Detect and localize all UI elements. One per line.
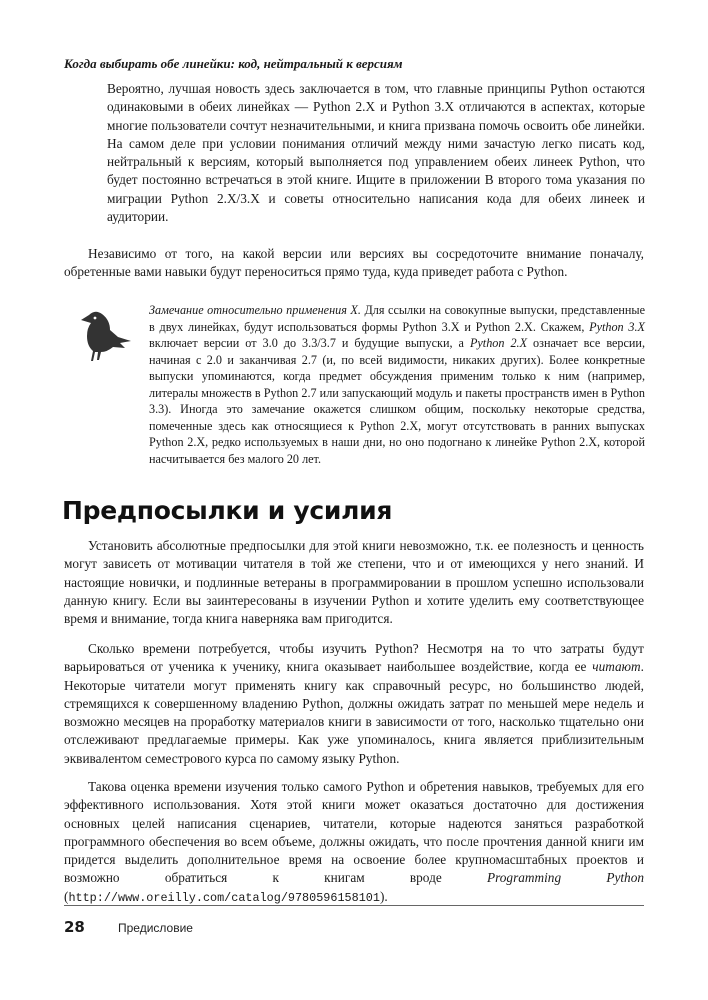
paragraph-after: Независимо от того, на какой версии или версиях вы сосредоточите внимание поначалу, обретенные вами навыки будут переноситься прямо туда, куда приведет работа с Python. <box>64 246 644 280</box>
note-text <box>149 302 645 467</box>
catalog-url: http://www.oreilly.com/catalog/9780596158101 <box>68 890 380 905</box>
indented-paragraph: Вероятно, лучшая новость здесь заключается в том, что главные принципы Python остаются одинаковыми в обеих линейках — Python 2.X и Python 3.X отличаются в аспектах, которые многие пользователи сочтут незначительными, и книга призвана помочь освоить обе линейки. На самом деле при условии понимания отличий между ними зачастую легко писать код, нейтральный к версиям, который выполняется под управлением обеих линеек Python, что будет постоянно встречаться в этой книге. Ищите в приложении В второго тома указания по миграции Python 2.X/3.X и советы относительно написания кода для обеих линеек и аудитории. <box>107 81 645 225</box>
body-paragraph-2 <box>64 640 644 768</box>
crow-icon <box>73 306 133 364</box>
note-lead: Замечание относительно применения X. <box>149 303 361 317</box>
footer-rule <box>64 905 644 906</box>
body-paragraph-3 <box>64 778 644 907</box>
book-title: Programming Python <box>486 870 645 886</box>
page-number: 28 <box>64 918 85 936</box>
emphasis-text: читают <box>592 659 641 675</box>
body-text-part: Такова оценка времени изучения только самого Python и обретения навыков, требуемых для его эффективного использования. Хотя этой книги может оказаться достаточно для достижения основных целей написания сценариев, читатели, которые надеются заняться разработкой программного обеспечения во всем объеме, должны ожидать, что после прочтения данной книги им придется выделить дополнительное время на освоение более крупномасштабных проектов и возможно обратиться к книгам вроде <box>64 779 644 886</box>
chapter-title: Предпосылки и усилия <box>62 496 393 525</box>
footer-label: Предисловие <box>118 921 193 935</box>
note-em: Python 3.X <box>589 319 645 334</box>
note-text-part: Для ссылки на совокупные выпуски, представленные в двух линейках, будут использоваться формы Python 3.X и Python 2.X. Скажем, <box>149 303 646 334</box>
note-em: Python 2.X <box>469 336 528 350</box>
body-text-part: ( <box>64 888 69 904</box>
note-text-part: означает все версии, начиная с 2.0 и заканчивая 2.7 (и, по всей видимости, никаких других). Более конкретные выпуски упоминаются, когда предмет обсуждения применим только к ним (например, литералы множеств в Python 2.7 или запускающий модуль и пакеты пространств имен в Python 3.3). Иногда это замечание окажется слишком общим, поскольку некоторые средства, помеченные здесь как относящиеся к Python 2.X, могут отсутствовать в ранних выпусках Python 2.X, редко используемых в наши дни, но оно подогнано к линейке Python 2.X, которой насчитывается без малого 20 лет. <box>149 336 646 466</box>
body-text-part: ). <box>379 888 388 904</box>
note-text-part: включает версии от 3.0 до 3.3/3.7 и будущие выпуски, а <box>149 336 470 350</box>
body-text-part: . Некоторые читатели могут применять книгу как справочный ресурс, но большинство людей, стремящихся к совершенному владению Python, должны ожидать затрат по меньшей мере недель и возможно месяцев на проработку материалов книги в зависимости от того, насколько тщательно они отслеживают предлагаемые примеры. Как уже упоминалось, книга является приблизительным эквивалентом семестрового курса по самому языку Python. <box>64 659 644 766</box>
body-paragraph-1: Установить абсолютные предпосылки для этой книги невозможно, т.к. ее полезность и ценность могут зависеть от мотивации читателя в той же степени, что и от имеющихся у него знаний. И настоящие новички, и подлинные ветераны в программировании в прошлом успешно использовали данную книгу. Если вы заинтересованы в изучении Python и хотите уделить ему соответствующее время и внимание, тогда книга наверняка вам пригодится. <box>64 538 644 627</box>
body-text-part: Сколько времени потребуется, чтобы изучить Python? Несмотря на то что затраты будут варьироваться от ученика к ученику, книга оказывает наибольшее воздействие, когда ее <box>64 641 644 675</box>
section-heading: Когда выбирать обе линейки: код, нейтральный к версиям <box>64 56 403 71</box>
